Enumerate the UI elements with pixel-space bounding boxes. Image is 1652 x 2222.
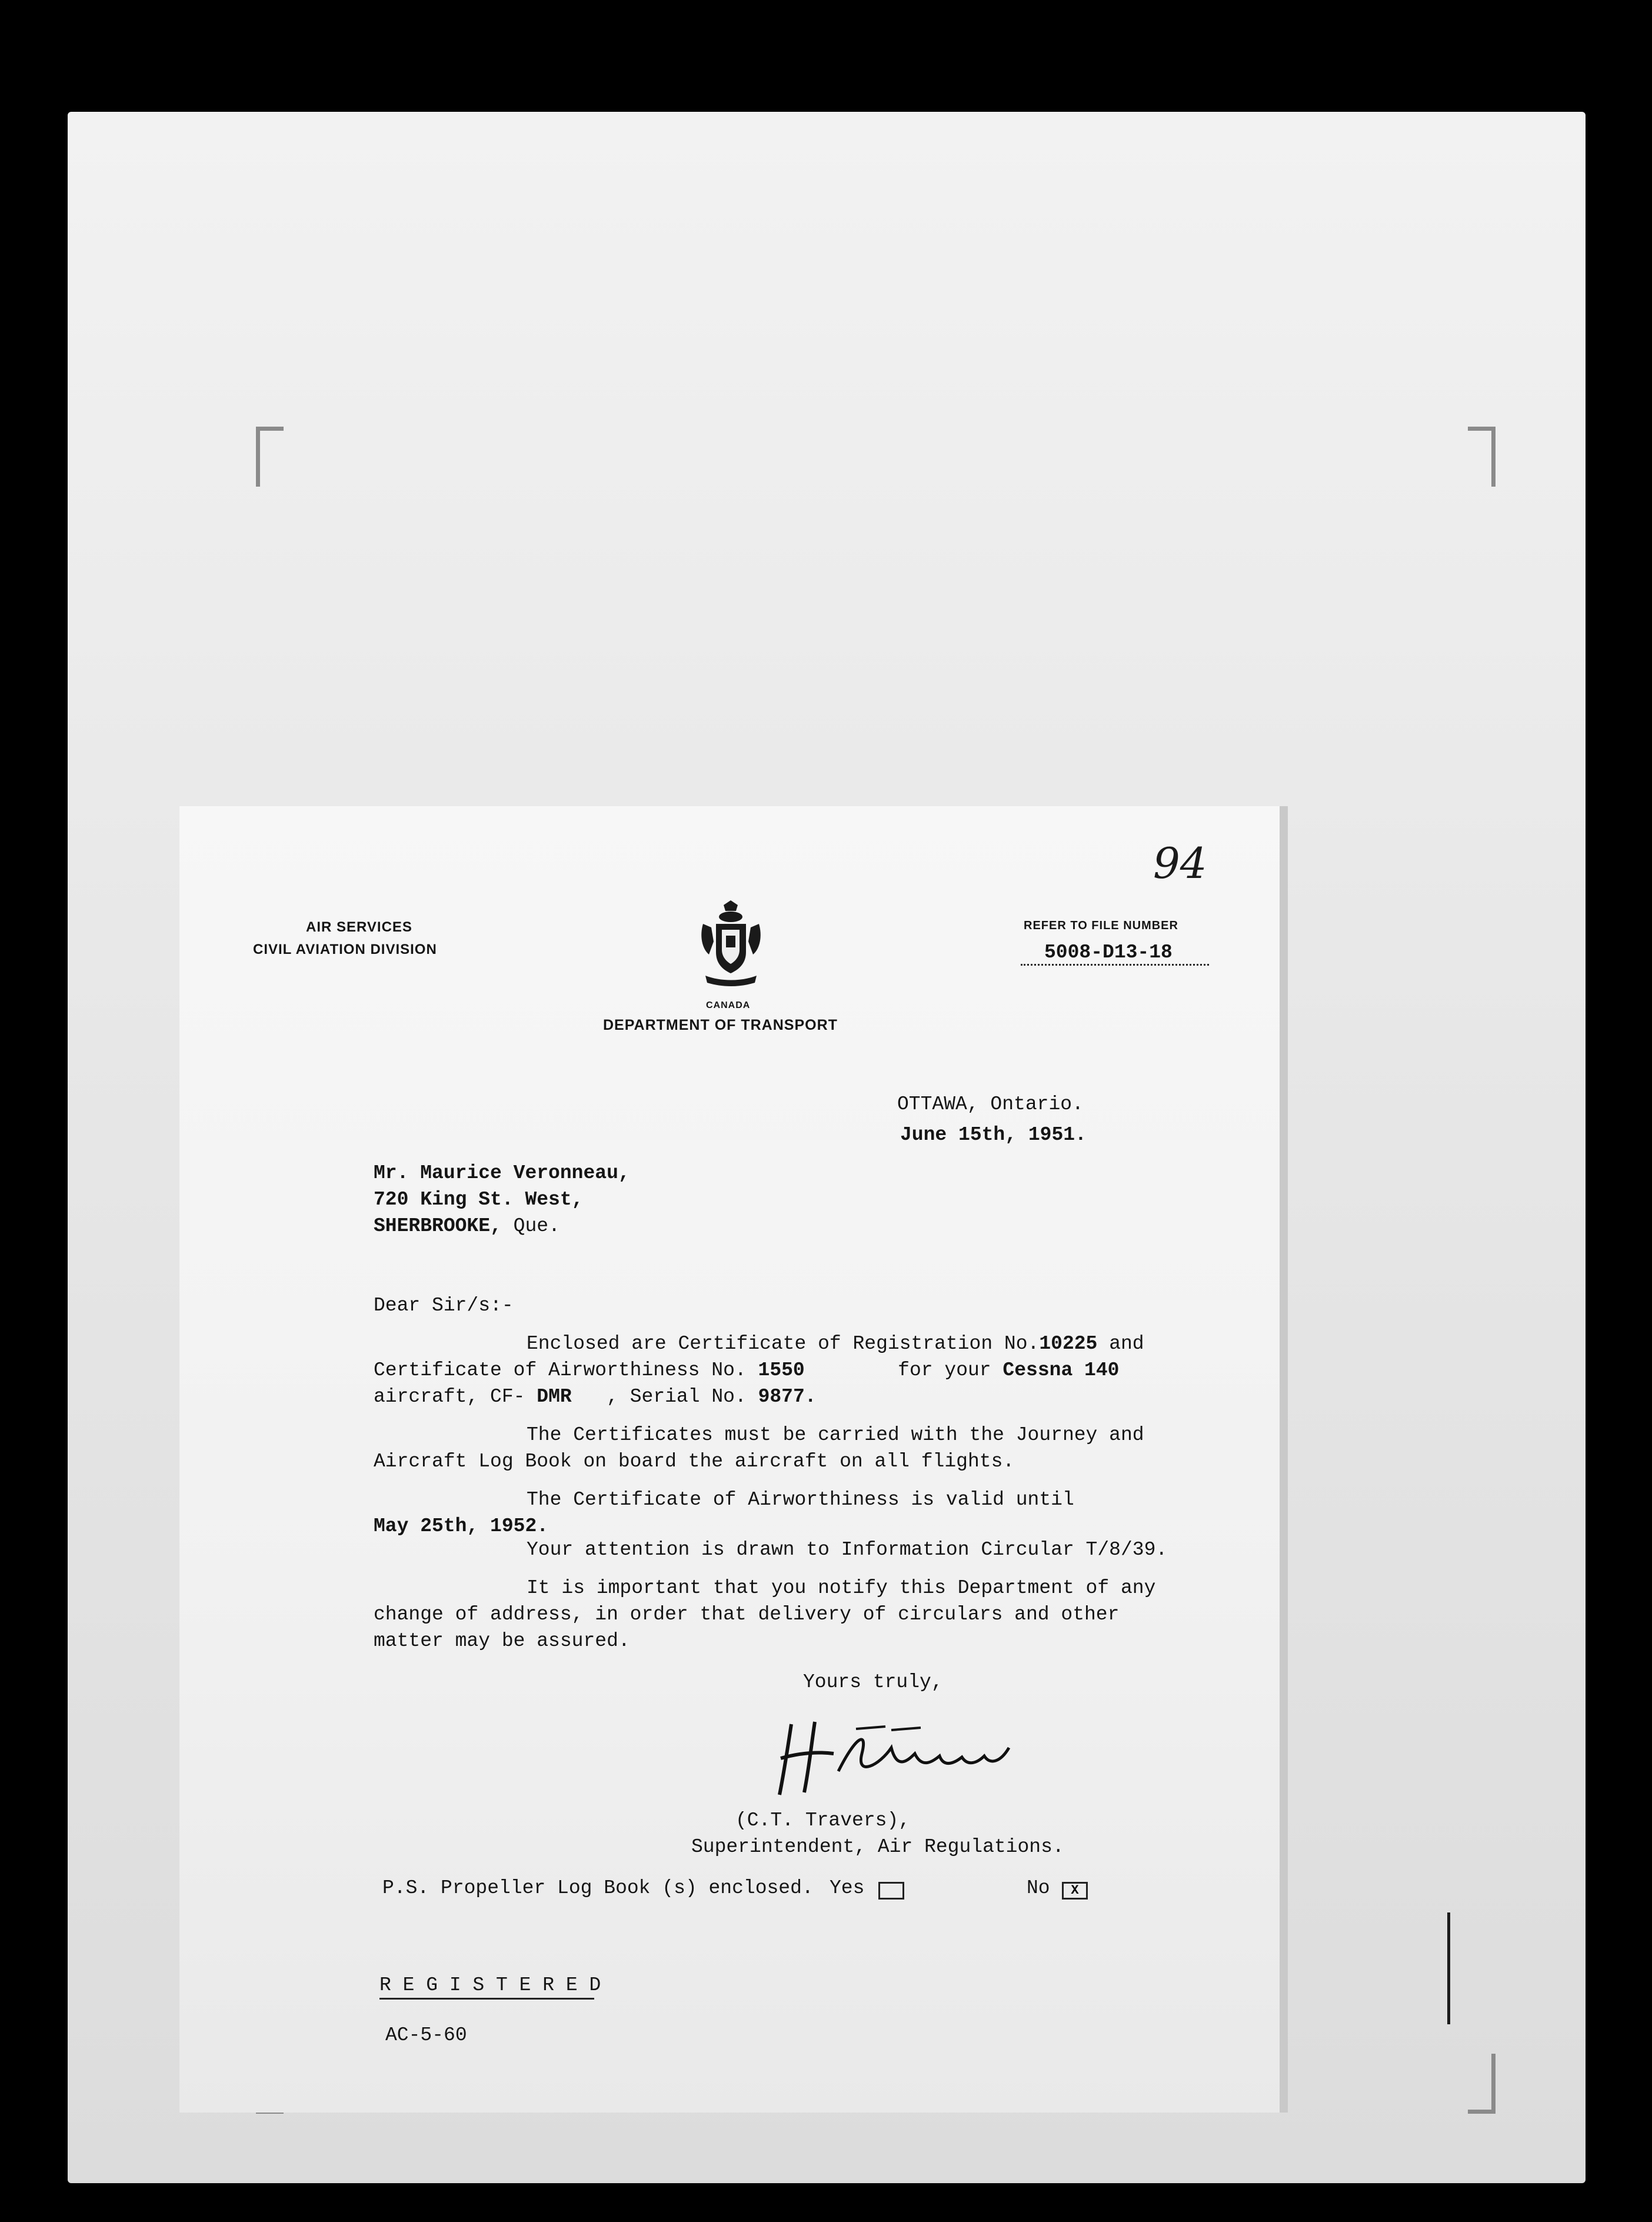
paragraph-4-line-1: Your attention is drawn to Information Circular T/8/39.	[527, 1539, 1168, 1561]
margin-mark	[1447, 1912, 1450, 2024]
archive-page	[68, 112, 1586, 2183]
valediction: Yours truly,	[803, 1671, 943, 1693]
no-checkbox	[1062, 1882, 1088, 1900]
yes-checkbox	[878, 1882, 904, 1900]
yes-label: Yes	[830, 1877, 865, 1899]
registered-underline	[379, 1998, 594, 2000]
no-label: No	[1027, 1877, 1050, 1899]
postscript: P.S. Propeller Log Book (s) enclosed.	[382, 1877, 814, 1899]
paragraph-2-line-1: The Certificates must be carried with the Journey and	[527, 1424, 1144, 1446]
department-name: DEPARTMENT OF TRANSPORT	[603, 1017, 838, 1033]
salutation: Dear Sir/s:-	[374, 1295, 514, 1316]
coat-of-arms-icon	[697, 900, 765, 989]
paragraph-1-line-3: aircraft, CF- DMR , Serial No. 9877.	[374, 1386, 817, 1408]
paragraph-2-line-2: Aircraft Log Book on board the aircraft on all flights.	[374, 1451, 1015, 1472]
valid-until-date: May 25th, 1952.	[374, 1515, 549, 1537]
file-number-underline	[1021, 964, 1209, 966]
handwritten-page-number: 94	[1153, 839, 1207, 888]
division-line-2: CIVIL AVIATION DIVISION	[253, 942, 437, 957]
form-code: AC-5-60	[385, 2024, 467, 2046]
signatory-title: Superintendent, Air Regulations.	[691, 1836, 1064, 1858]
division-line-1: AIR SERVICES	[306, 919, 412, 935]
country-label: CANADA	[706, 1000, 751, 1010]
paragraph-5-line-1: It is important that you notify this Department of any	[527, 1577, 1156, 1599]
place: OTTAWA, Ontario.	[897, 1093, 1084, 1115]
file-number: 5008-D13-18	[1044, 942, 1173, 963]
addressee-name: Mr. Maurice Veronneau,	[374, 1162, 630, 1184]
letter-sheet	[179, 806, 1280, 2113]
addressee-city: SHERBROOKE, Que.	[374, 1215, 560, 1237]
paragraph-5-line-3: matter may be assured.	[374, 1630, 630, 1652]
signatory-name: (C.T. Travers),	[735, 1809, 911, 1831]
refer-label: REFER TO FILE NUMBER	[1024, 919, 1178, 932]
paragraph-3-line-1: The Certificate of Airworthiness is valid until	[527, 1489, 1074, 1511]
paragraph-1-line-2: Certificate of Airworthiness No. 1550 for your Cessna 140	[374, 1359, 1120, 1381]
signature	[768, 1712, 1015, 1801]
crop-mark-bottom-right	[1468, 2054, 1496, 2114]
registered-stamp: R E G I S T E R E D	[379, 1974, 601, 1996]
addressee-street: 720 King St. West,	[374, 1189, 584, 1210]
paragraph-1-line-1: Enclosed are Certificate of Registration No.10225 and	[527, 1333, 1144, 1355]
crop-mark-top-left	[256, 427, 284, 487]
no-checkbox-mark: X	[1071, 1883, 1079, 1898]
paragraph-5-line-2: change of address, in order that delivery of circulars and other	[374, 1604, 1120, 1625]
crop-mark-top-right	[1468, 427, 1496, 487]
letter-date: June 15th, 1951.	[900, 1124, 1087, 1146]
